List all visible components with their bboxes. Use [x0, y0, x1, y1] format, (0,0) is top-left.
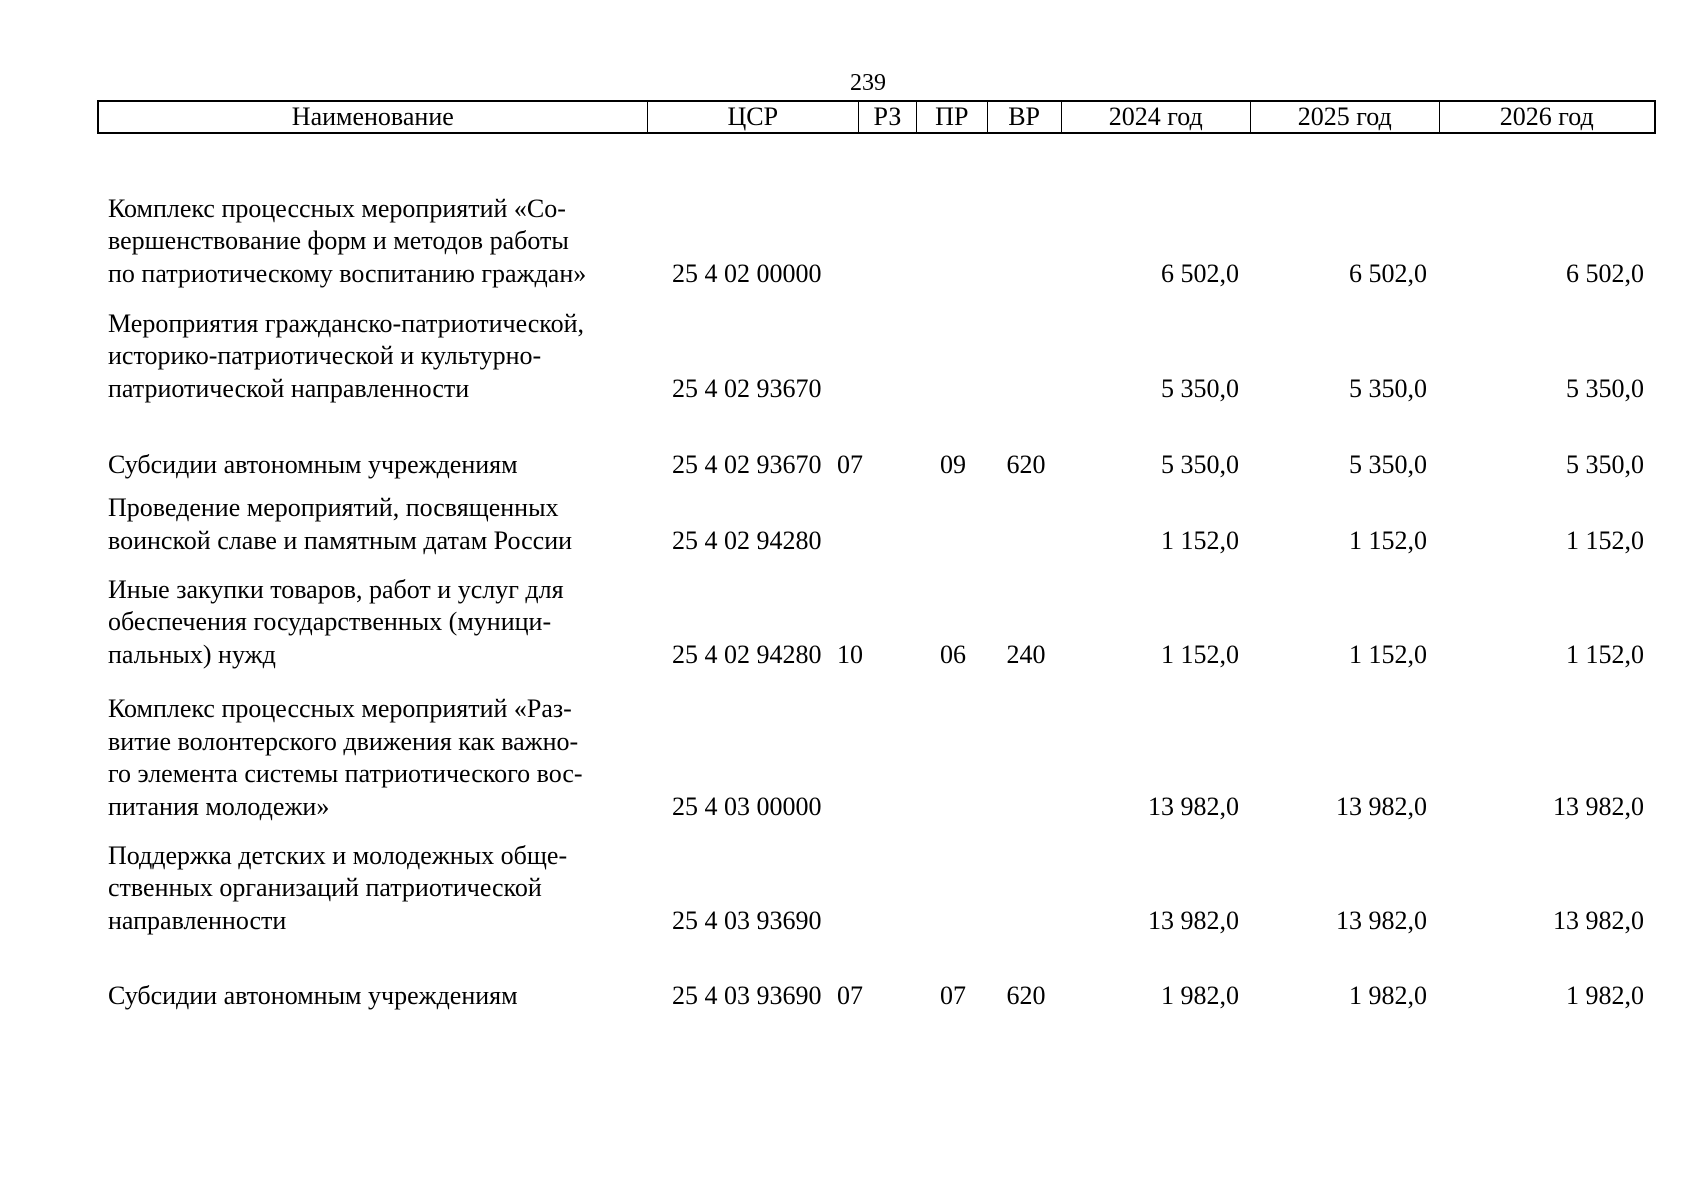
- row-2026: 13 982,0: [1553, 905, 1644, 935]
- table-row: [0, 490, 1697, 557]
- row-2026: 5 350,0: [1566, 373, 1644, 403]
- row-rz: 07: [837, 449, 863, 479]
- table-row: [0, 976, 1697, 1012]
- row-2025: 1 982,0: [1349, 980, 1427, 1010]
- row-name: Иные закупки товаров, работ и услуг для обеспечения государственных (муници- пальных) нужд: [108, 574, 564, 669]
- row-csr: 25 4 02 94280: [672, 639, 822, 669]
- row-csr: 25 4 02 94280: [672, 525, 822, 555]
- row-2024: 13 982,0: [1148, 791, 1239, 821]
- row-csr: 25 4 02 93670: [672, 449, 822, 479]
- row-2024: 1 152,0: [1161, 639, 1239, 669]
- row-2024: 1 152,0: [1161, 525, 1239, 555]
- table-row: [0, 570, 1697, 671]
- header-name: Наименование: [99, 102, 648, 132]
- header-pr: ПР: [917, 102, 988, 132]
- row-2025: 5 350,0: [1349, 373, 1427, 403]
- row-name: Поддержка детских и молодежных обще- ственных организаций патриотической направленности: [108, 840, 568, 935]
- row-name: Мероприятия гражданско-патриотической, историко-патриотической и культурно- патриотической направленности: [108, 308, 585, 403]
- row-2024: 1 982,0: [1161, 980, 1239, 1010]
- row-2026: 5 350,0: [1566, 449, 1644, 479]
- row-2025: 13 982,0: [1336, 905, 1427, 935]
- row-csr: 25 4 03 93690: [672, 980, 822, 1010]
- row-pr: 09: [940, 449, 966, 479]
- header-2026: 2026 год: [1499, 102, 1594, 131]
- row-csr: 25 4 02 93670: [672, 373, 822, 403]
- row-vr: 620: [1006, 449, 1046, 479]
- table-row: [0, 301, 1697, 405]
- row-2026: 13 982,0: [1553, 791, 1644, 821]
- row-csr: 25 4 03 00000: [672, 791, 822, 821]
- page-number: 239: [850, 70, 886, 96]
- row-csr: 25 4 02 00000: [672, 258, 822, 288]
- row-2024: 5 350,0: [1161, 373, 1239, 403]
- row-pr: 06: [940, 639, 966, 669]
- table-row: [0, 186, 1697, 290]
- row-name: Проведение мероприятий, посвященных воинской славе и памятным датам России: [108, 493, 573, 555]
- header-2024: 2024 год: [1062, 102, 1252, 132]
- row-2025: 1 152,0: [1349, 639, 1427, 669]
- header-csr: ЦСР: [648, 102, 859, 132]
- row-2026: 6 502,0: [1566, 258, 1644, 288]
- row-2025: 6 502,0: [1349, 258, 1427, 288]
- row-name: Комплекс процессных мероприятий «Со- вершенствование форм и методов работы по патриотическому воспитанию граждан»: [108, 193, 587, 288]
- header-2025: 2025 год: [1251, 102, 1440, 132]
- row-2025: 13 982,0: [1336, 791, 1427, 821]
- row-vr: 240: [1006, 639, 1046, 669]
- row-2024: 5 350,0: [1161, 449, 1239, 479]
- row-2026: 1 152,0: [1566, 525, 1644, 555]
- row-2026: 1 982,0: [1566, 980, 1644, 1010]
- row-2025: 5 350,0: [1349, 449, 1427, 479]
- table-header: [97, 100, 1656, 134]
- row-2025: 1 152,0: [1349, 525, 1427, 555]
- row-2024: 6 502,0: [1161, 258, 1239, 288]
- row-rz: 10: [837, 639, 863, 669]
- row-name: Субсидии автономным учреждениям: [108, 449, 518, 479]
- row-2026: 1 152,0: [1566, 639, 1644, 669]
- table-row: [0, 445, 1697, 481]
- table-row: [0, 835, 1697, 937]
- header-vr: ВР: [988, 102, 1062, 132]
- row-pr: 07: [940, 980, 966, 1010]
- table-row: [0, 687, 1697, 823]
- row-2024: 13 982,0: [1148, 905, 1239, 935]
- row-rz: 07: [837, 980, 863, 1010]
- row-name: Комплекс процессных мероприятий «Раз- витие волонтерского движения как важно- го элемента системы патриотического вос- питания молодежи»: [108, 694, 583, 821]
- header-rz: РЗ: [859, 102, 917, 132]
- row-name: Субсидии автономным учреждениям: [108, 980, 518, 1010]
- row-vr: 620: [1006, 980, 1046, 1010]
- row-csr: 25 4 03 93690: [672, 905, 822, 935]
